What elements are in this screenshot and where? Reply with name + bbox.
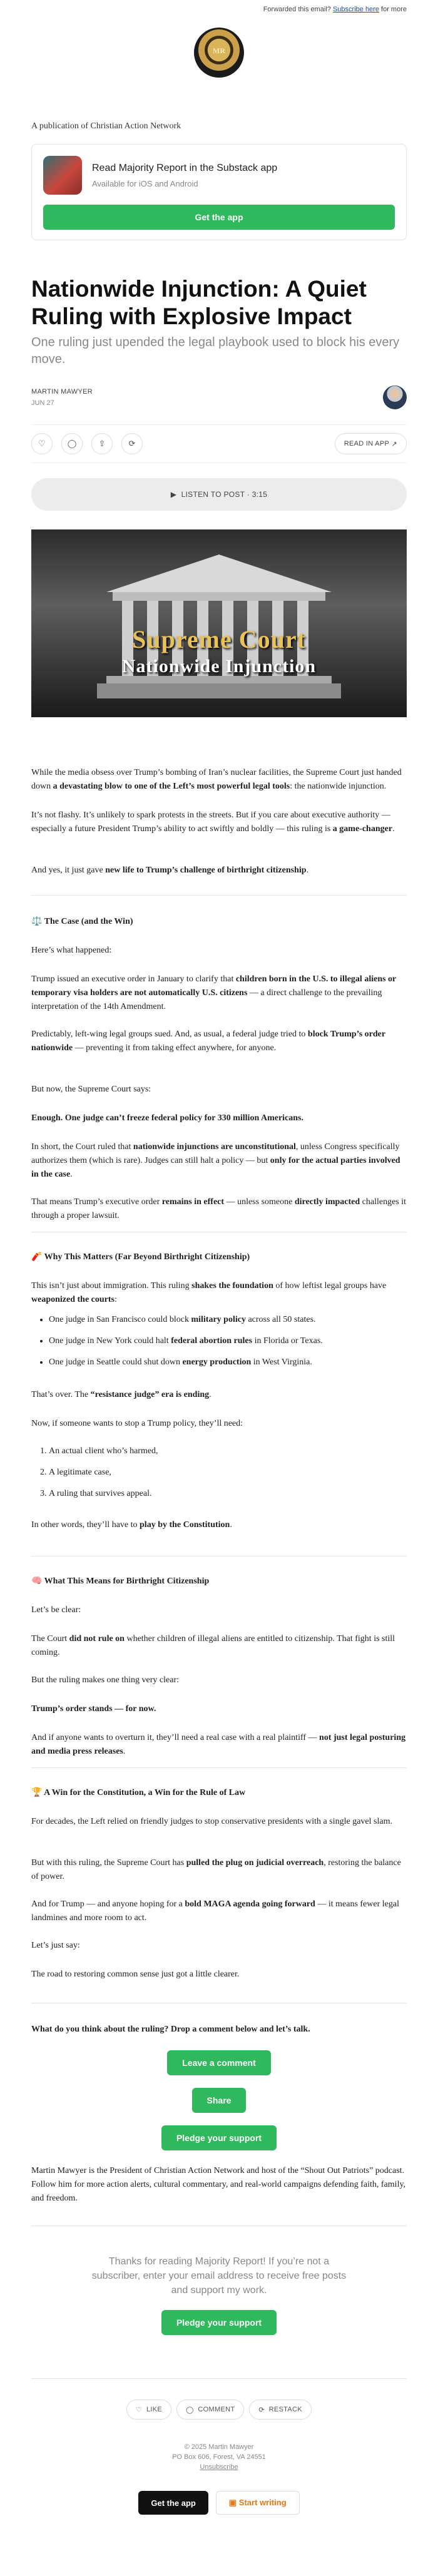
case-paragraph-7: That means Trump’s executive order remains in effect — unless someone directly impacted challenges it through a proper lawsuit.: [31, 1197, 407, 1220]
win-paragraph-4: Let’s just say:: [31, 1941, 80, 1950]
hero-subtitle: Nationwide Injunction: [121, 656, 317, 677]
birthright-paragraph-2: The Court did not rule on whether children of illegal aliens are entitled to citizenship. That fight is still coming.: [31, 1634, 395, 1657]
win-paragraph-2: But with this ruling, the Supreme Court has pulled the plug on judicial overreach, restoring the balance of power.: [31, 1858, 401, 1881]
heart-icon[interactable]: ♡: [31, 433, 53, 454]
listen-label: LISTEN TO POST · 3:15: [181, 490, 268, 499]
case-paragraph-2: Trump issued an executive order in January to clarify that children born in the U.S. to illegal aliens or temporary visa holders are not automatically U.S. citizens — a direct challenge to the prevailing interpretation of the 14th Amendment.: [31, 974, 397, 1011]
comment-icon: ◯: [186, 2406, 194, 2414]
external-arrow-icon: ↗: [391, 440, 397, 448]
heading-win: 🏆 A Win for the Constitution, a Win for the Rule of Law: [31, 1788, 246, 1797]
section-divider: [31, 1767, 407, 1768]
case-paragraph-1: Here’s what happened:: [31, 946, 112, 955]
read-in-app-button[interactable]: [335, 433, 407, 454]
heading-birthright: 🧠 What This Means for Birthright Citizenship: [31, 1577, 210, 1586]
comment-cta-wrap: [31, 2050, 407, 2075]
list-item: 2. A legitimate case,: [49, 1466, 407, 1480]
play-icon: ▶: [170, 490, 177, 499]
footer-like-button[interactable]: ♡ LIKE: [126, 2400, 171, 2420]
get-app-button[interactable]: Get the app: [43, 205, 395, 230]
footer-get-app-button[interactable]: Get the app: [138, 2491, 208, 2515]
win-paragraph-5: The road to restoring common sense just got a little clearer.: [31, 1970, 240, 1979]
footer-actions: [31, 2400, 407, 2420]
listen-to-post-button[interactable]: [31, 478, 407, 511]
author-avatar[interactable]: [383, 386, 407, 409]
address: PO Box 606, Forest, VA 24551: [172, 2453, 266, 2461]
pledge-cta-wrap: [31, 2125, 407, 2150]
pledge-support-button[interactable]: Pledge your support: [161, 2125, 277, 2150]
footer-bottom-buttons: [31, 2491, 407, 2515]
matters-bullet-list: [31, 1313, 407, 1369]
birthright-paragraph-1: Let’s be clear:: [31, 1605, 81, 1615]
matters-paragraph-3: Now, if someone wants to stop a Trump policy, they’ll need:: [31, 1419, 243, 1428]
forward-suffix: for more: [381, 6, 407, 13]
post-actions: [31, 424, 407, 463]
logo-initials: MR: [213, 46, 225, 55]
app-promo-card: [31, 144, 407, 240]
share-icon[interactable]: ⇪: [91, 433, 113, 454]
share-button[interactable]: Share: [192, 2088, 247, 2113]
hero-title: Supreme Court: [132, 625, 306, 653]
list-item: 1. An actual client who’s harmed,: [49, 1444, 407, 1458]
post-title[interactable]: Nationwide Injunction: A Quiet Ruling with Explosive Impact: [31, 276, 367, 329]
win-paragraph-3: And for Trump — and anyone hoping for a bold MAGA agenda going forward — it means fewer legal landmines and more room to act.: [31, 1899, 399, 1923]
case-paragraph-4: But now, the Supreme Court says:: [31, 1085, 151, 1094]
birthright-paragraph-4: Trump’s order stands — for now.: [31, 1704, 156, 1714]
heading-why-matters: 🧨 Why This Matters (Far Beyond Birthright Citizenship): [31, 1252, 250, 1262]
footer-pledge-button[interactable]: Pledge your support: [161, 2310, 277, 2335]
app-promo-subtitle: Available for iOS and Android: [92, 178, 198, 188]
list-item: • One judge in Seattle could shut down energy production in West Virginia.: [49, 1356, 407, 1369]
forward-text: Forwarded this email?: [263, 6, 331, 13]
call-to-action-question: What do you think about the ruling? Drop a comment below and let’s talk.: [31, 2025, 310, 2034]
case-paragraph-5: Enough. One judge can’t freeze federal policy for 330 million Americans.: [31, 1113, 303, 1123]
author-name[interactable]: MARTIN MAWYER: [31, 388, 93, 396]
share-cta-wrap: [31, 2088, 407, 2113]
app-icon: [43, 156, 82, 195]
intro-paragraph-2: It’s not flashy. It’s unlikely to spark protests in the streets. But if you care about executive authority — especially a future President Trump’s ability to act swiftly and boldly — this ruling is a game-changer.: [31, 810, 395, 834]
read-in-app-label: READ IN APP: [344, 440, 390, 447]
matters-paragraph-4: In other words, they’ll have to play by the Constitution.: [31, 1520, 232, 1530]
hero-image: [31, 529, 407, 717]
restack-icon[interactable]: ⟳: [121, 433, 143, 454]
list-item: • One judge in New York could halt federal abortion rules in Florida or Texas.: [49, 1334, 407, 1348]
birthright-paragraph-3: But the ruling makes one thing very clear:: [31, 1675, 179, 1685]
intro-paragraph-1: While the media obsess over Trump’s bombing of Iran’s nuclear facilities, the Supreme Court just handed down a devastating blow to one of the Left’s most powerful legal tools: the nationwide injunction.: [31, 768, 402, 791]
forward-bar: [0, 0, 438, 19]
post-subtitle: One ruling just upended the legal playbook used to block his every move.: [31, 335, 400, 366]
footer-comment-button[interactable]: ◯ COMMENT: [176, 2400, 244, 2420]
heart-icon: ♡: [136, 2406, 143, 2414]
footer-section: [31, 2254, 407, 2335]
copyright: © 2025 Martin Mawyer: [184, 2443, 254, 2451]
section-divider: [31, 2378, 407, 2379]
win-paragraph-1: For decades, the Left relied on friendly judges to stop conservative presidents with a single gavel slam.: [31, 1817, 392, 1826]
byline: [31, 386, 407, 409]
matters-paragraph-1: This isn’t just about immigration. This ruling shakes the foundation of how leftist legal groups have weaponized the courts:: [31, 1281, 387, 1304]
author-bio: Martin Mawyer is the President of Christian Action Network and host of the “Shout Out Patriots” podcast. Follow him for more action alerts, cultural commentary, and real-world campaigns defending faith, family, and freedom.: [31, 2166, 406, 2203]
leave-comment-button[interactable]: Leave a comment: [167, 2050, 271, 2075]
matters-paragraph-2: That’s over. The “resistance judge” era is ending.: [31, 1390, 211, 1399]
subscribe-link[interactable]: Subscribe here: [332, 6, 379, 13]
publication-name: A publication of Christian Action Network: [31, 121, 181, 131]
footer-meta: [31, 2442, 407, 2472]
birthright-paragraph-5: And if anyone wants to overturn it, they’ll need a real case with a real plaintiff — not just legal posturing and media press releases.: [31, 1733, 406, 1756]
list-item: 3. A ruling that survives appeal.: [49, 1487, 407, 1501]
heading-the-case: ⚖️ The Case (and the Win): [31, 917, 133, 926]
section-divider: [31, 895, 407, 896]
post-date: JUN 27: [31, 399, 54, 407]
writing-icon: ▣: [228, 2498, 237, 2507]
start-writing-button[interactable]: ▣ Start writing: [216, 2491, 300, 2515]
footer-restack-button[interactable]: ⟳ RESTACK: [249, 2400, 312, 2420]
list-item: • One judge in San Francisco could block military policy across all 50 states.: [49, 1313, 407, 1327]
case-paragraph-3: Predictably, left-wing legal groups sued. And, as usual, a federal judge tried to block Trump’s order nationwide — preventing it from taking effect anywhere, for anyone.: [31, 1030, 385, 1053]
intro-paragraph-3: And yes, it just gave new life to Trump’s challenge of birthright citizenship.: [31, 866, 309, 875]
case-paragraph-6: In short, the Court ruled that nationwide injunctions are unconstitutional, unless Congress specifically authorizes them (which is rare). Judges can still halt a policy — but only for the actual parties involved in the case.: [31, 1142, 400, 1179]
footer-thanks: Thanks for reading Majority Report! If you’re not a subscriber, enter your email address to receive free posts and support my work.: [91, 2256, 347, 2296]
publication-logo[interactable]: [194, 28, 244, 78]
restack-icon: ⟳: [258, 2406, 265, 2414]
unsubscribe-link[interactable]: Unsubscribe: [200, 2463, 238, 2471]
app-promo-title: Read Majority Report in the Substack app: [92, 162, 278, 173]
requirements-list: [31, 1444, 407, 1501]
comment-icon[interactable]: ◯: [61, 433, 83, 454]
